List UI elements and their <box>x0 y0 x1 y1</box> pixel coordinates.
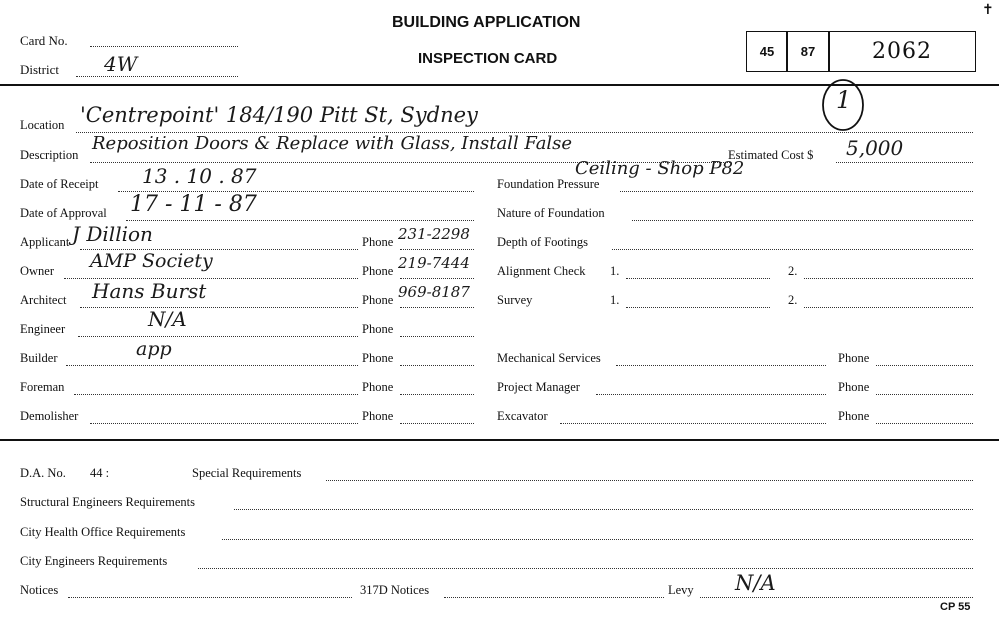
project-manager-line <box>596 394 826 395</box>
location-label: Location <box>20 118 65 132</box>
special-requirements-label: Special Requirements <box>192 466 302 480</box>
code-a: 45 <box>759 44 775 59</box>
engineer-phone-line <box>400 336 474 337</box>
foundation-pressure-label: Foundation Pressure <box>497 177 600 191</box>
card-no-line <box>90 46 238 47</box>
location-value: 'Centrepoint' 184/190 Pitt St, Sydney <box>80 103 478 127</box>
applicant-phone-line <box>400 249 474 250</box>
estimated-cost-line <box>836 162 973 163</box>
survey-two-line <box>804 307 973 308</box>
survey-two-label: 2. <box>788 293 798 307</box>
nature-foundation-line <box>632 220 973 221</box>
owner-value: AMP Society <box>90 250 213 272</box>
depth-footings-label: Depth of Footings <box>497 235 588 249</box>
builder-phone-line <box>400 365 474 366</box>
date-receipt-label: Date of Receipt <box>20 177 99 191</box>
builder-phone-label: Phone <box>362 351 394 365</box>
levy-line <box>700 597 973 598</box>
excavator-line <box>560 423 826 424</box>
survey-label: Survey <box>497 293 533 307</box>
form-code: CP 55 <box>940 601 971 613</box>
mechanical-phone-label: Phone <box>838 351 870 365</box>
card-number-box <box>828 31 976 72</box>
mechanical-phone-line <box>876 365 973 366</box>
owner-phone-label: Phone <box>362 264 394 278</box>
foreman-line <box>74 394 358 395</box>
form-title-line1: BUILDING APPLICATION <box>392 14 581 31</box>
health-requirements-line <box>222 539 973 540</box>
architect-label: Architect <box>20 293 67 307</box>
card-number: 2062 <box>872 39 932 64</box>
form-title-line2: INSPECTION CARD <box>418 50 558 67</box>
date-approval-value: 17 - 11 - 87 <box>130 192 257 217</box>
owner-label: Owner <box>20 264 55 278</box>
foreman-phone-line <box>400 394 474 395</box>
engineer-phone-label: Phone <box>362 322 394 336</box>
excavator-phone-line <box>876 423 973 424</box>
date-approval-line <box>126 220 474 221</box>
builder-line <box>66 365 358 366</box>
excavator-phone-label: Phone <box>838 409 870 423</box>
architect-phone-line <box>400 307 474 308</box>
circled-number: 1 <box>836 86 852 114</box>
alignment-check-label: Alignment Check <box>497 264 586 278</box>
survey-one-line <box>626 307 770 308</box>
depth-footings-line <box>612 249 973 250</box>
engineer-line <box>78 336 358 337</box>
owner-phone-line <box>400 278 474 279</box>
structural-requirements-line <box>234 509 973 510</box>
city-engineers-requirements-line <box>198 568 973 569</box>
code-b: 87 <box>800 44 816 59</box>
nature-foundation-label: Nature of Foundation <box>497 206 605 220</box>
mechanical-services-line <box>616 365 826 366</box>
alignment-two-label: 2. <box>788 264 798 278</box>
demolisher-label: Demolisher <box>20 409 79 423</box>
demolisher-line <box>90 423 358 424</box>
date-receipt-value: 13 . 10 . 87 <box>142 164 257 188</box>
structural-requirements-label: Structural Engineers Requirements <box>20 495 195 509</box>
architect-phone-value: 969-8187 <box>398 283 470 301</box>
notices-line <box>68 597 352 598</box>
demolisher-phone-line <box>400 423 474 424</box>
city-engineers-requirements-label: City Engineers Requirements <box>20 554 168 568</box>
foreman-phone-label: Phone <box>362 380 394 394</box>
notices-label: Notices <box>20 583 59 597</box>
code-box-b <box>786 31 830 72</box>
notices-317d-label: 317D Notices <box>360 583 430 597</box>
levy-label: Levy <box>668 583 694 597</box>
district-label: District <box>20 62 59 77</box>
excavator-label: Excavator <box>497 409 548 423</box>
da-no-label: D.A. No. <box>20 466 66 480</box>
estimated-cost-label: Estimated Cost $ <box>728 148 814 162</box>
card-no-label: Card No. <box>20 33 68 48</box>
foundation-pressure-line <box>620 191 973 192</box>
district-value: 4W <box>104 52 138 76</box>
special-requirements-line <box>326 480 973 481</box>
owner-phone-value: 219-7444 <box>398 254 470 272</box>
survey-one-label: 1. <box>610 293 620 307</box>
date-approval-label: Date of Approval <box>20 206 107 220</box>
builder-value: app <box>136 338 172 360</box>
architect-phone-label: Phone <box>362 293 394 307</box>
alignment-one-label: 1. <box>610 264 620 278</box>
alignment-two-line <box>804 278 973 279</box>
foreman-label: Foreman <box>20 380 65 394</box>
applicant-phone-value: 231-2298 <box>398 225 470 243</box>
da-no-value: 44 : <box>90 466 110 480</box>
project-manager-phone-label: Phone <box>838 380 870 394</box>
notices-317d-line <box>444 597 664 598</box>
section-rule <box>0 439 999 441</box>
description-value: Reposition Doors & Replace with Glass, Install False <box>92 133 573 154</box>
code-box-a <box>746 31 788 72</box>
project-manager-label: Project Manager <box>497 380 580 394</box>
district-line <box>76 76 238 77</box>
applicant-label: Applicant <box>20 235 70 249</box>
applicant-phone-label: Phone <box>362 235 394 249</box>
architect-line <box>80 307 358 308</box>
demolisher-phone-label: Phone <box>362 409 394 423</box>
description-value-2: Ceiling - Shop P82 <box>575 158 745 179</box>
estimated-cost-value: 5,000 <box>846 136 904 160</box>
engineer-label: Engineer <box>20 322 66 336</box>
engineer-value: N/A <box>148 307 187 331</box>
description-label: Description <box>20 148 79 162</box>
project-manager-phone-line <box>876 394 973 395</box>
architect-value: Hans Burst <box>92 279 207 303</box>
health-requirements-label: City Health Office Requirements <box>20 525 186 539</box>
mechanical-services-label: Mechanical Services <box>497 351 601 365</box>
alignment-one-line <box>626 278 770 279</box>
pin-mark: ✝ <box>982 3 994 18</box>
levy-value: N/A <box>735 571 776 595</box>
applicant-value: J Dillion <box>72 222 153 246</box>
builder-label: Builder <box>20 351 58 365</box>
